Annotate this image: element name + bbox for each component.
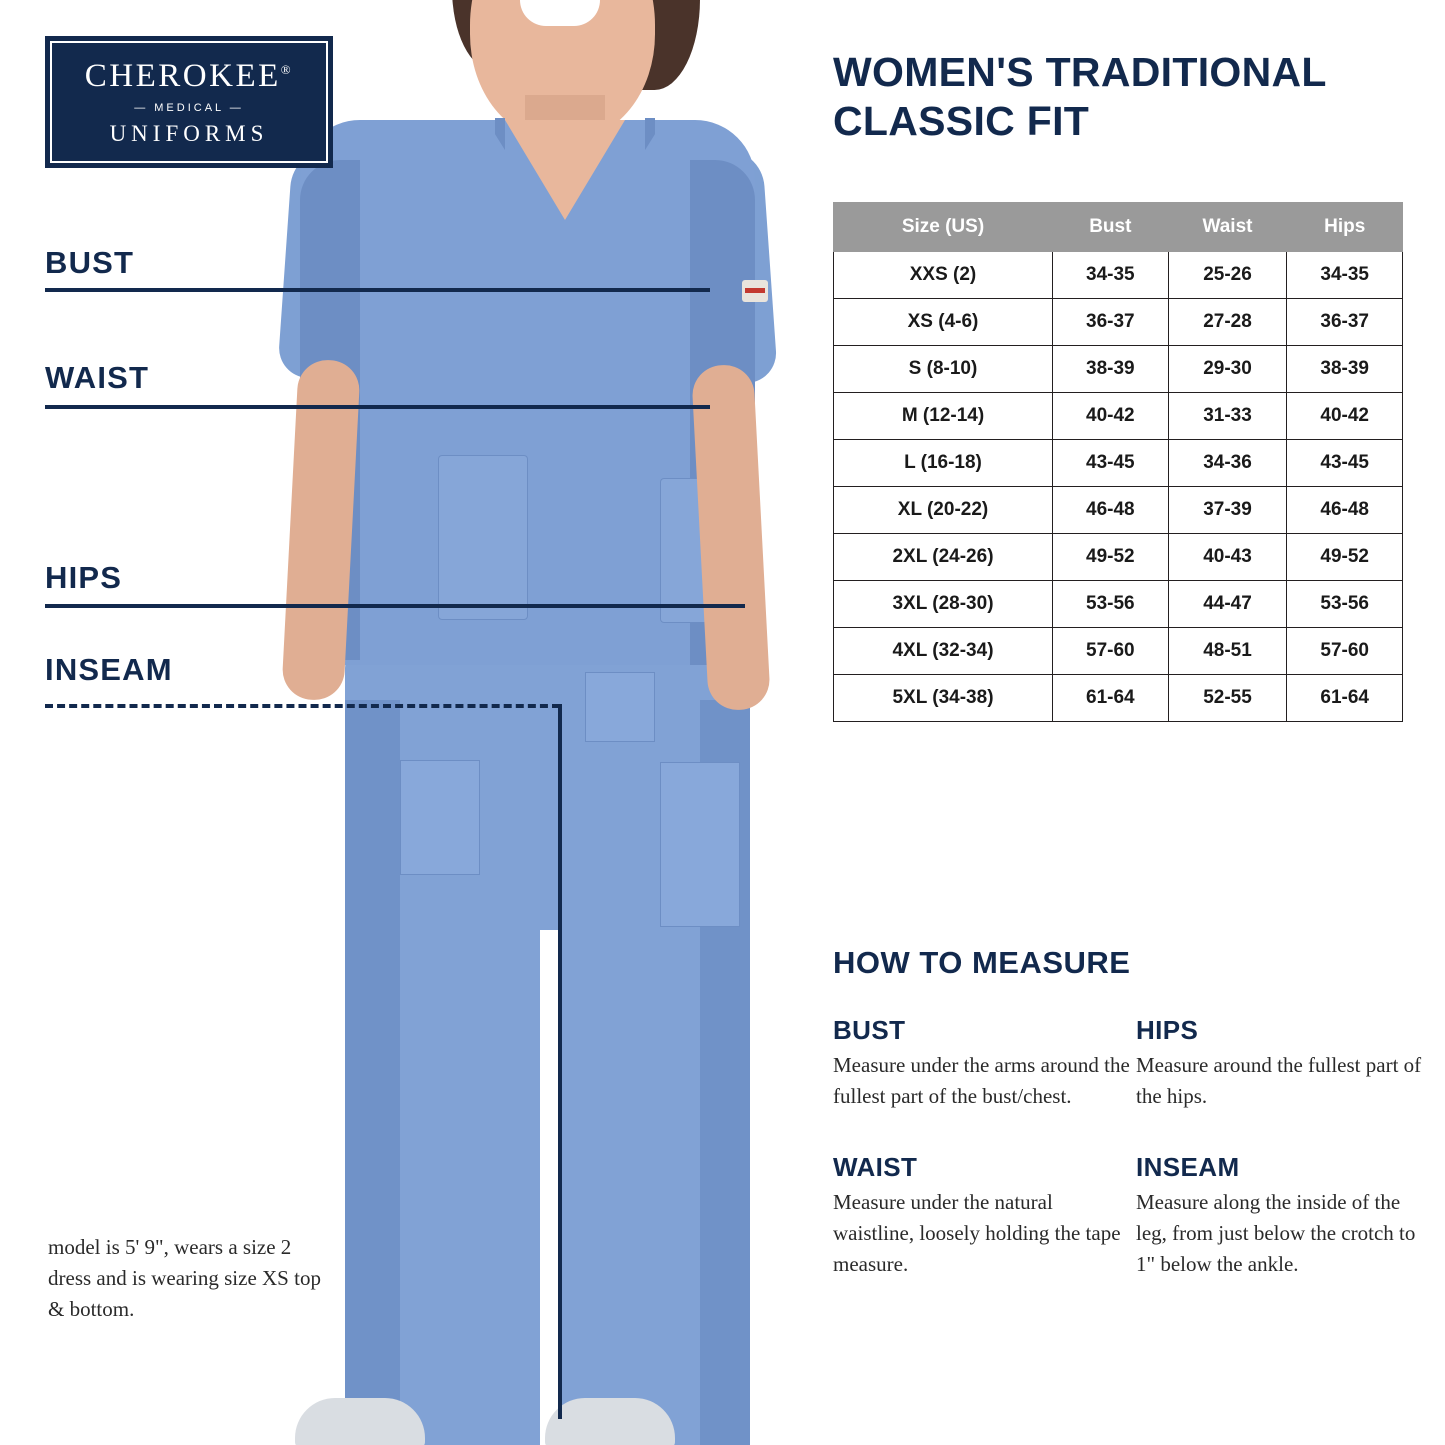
table-row (834, 440, 1403, 487)
cell-waist: 40-43 (1168, 534, 1287, 581)
cell-bust: 57-60 (1053, 628, 1169, 675)
cell-waist: 29-30 (1168, 346, 1287, 393)
cell-bust: 61-64 (1053, 675, 1169, 722)
pants-cargo-pocket-right (660, 762, 740, 927)
table-header-row (834, 203, 1403, 252)
logo-brand-name: CHEROKEE (84, 57, 281, 94)
logo-uniforms-text: UNIFORMS (109, 120, 269, 146)
how-item-waist-text: Measure under the natural waistline, loosely holding the tape measure. (833, 1190, 1121, 1276)
logo-registered-mark: ® (280, 61, 294, 77)
waist-line (45, 405, 710, 409)
table-row (834, 393, 1403, 440)
cell-waist: 44-47 (1168, 581, 1287, 628)
how-to-measure-heading: HOW TO MEASURE (833, 945, 1131, 980)
table-row (834, 487, 1403, 534)
cell-bust: 40-42 (1053, 393, 1169, 440)
hips-label: HIPS (45, 560, 123, 595)
info-panel (825, 0, 1445, 1445)
cell-bust: 38-39 (1053, 346, 1169, 393)
cell-size: XXS (2) (834, 252, 1053, 299)
table-row (834, 675, 1403, 722)
cell-size: 3XL (28-30) (834, 581, 1053, 628)
inseam-vertical-line (558, 704, 562, 1419)
cell-size: L (16-18) (834, 440, 1053, 487)
cell-hips: 53-56 (1287, 581, 1403, 628)
cell-bust: 34-35 (1053, 252, 1169, 299)
column-header-size: Size (US) (834, 203, 1053, 252)
cell-size: XL (20-22) (834, 487, 1053, 534)
cell-hips: 49-52 (1287, 534, 1403, 581)
page-title: WOMEN'S TRADITIONAL CLASSIC FIT (833, 49, 1326, 144)
cell-size: 5XL (34-38) (834, 675, 1053, 722)
how-item-inseam-text: Measure along the inside of the leg, from just below the crotch to 1" below the ankle. (1136, 1190, 1416, 1276)
waist-label: WAIST (45, 360, 150, 395)
size-chart-table (833, 202, 1403, 722)
how-item-hips-label: HIPS (1136, 1015, 1199, 1045)
table-row (834, 346, 1403, 393)
hips-line (45, 604, 745, 608)
cell-hips: 36-37 (1287, 299, 1403, 346)
cell-hips: 61-64 (1287, 675, 1403, 722)
cell-waist: 34-36 (1168, 440, 1287, 487)
cell-waist: 27-28 (1168, 299, 1287, 346)
cell-hips: 34-35 (1287, 252, 1403, 299)
column-header-hips: Hips (1287, 203, 1403, 252)
how-item-hips-text: Measure around the fullest part of the hips. (1136, 1053, 1422, 1108)
inseam-line (45, 704, 560, 708)
cell-size: 2XL (24-26) (834, 534, 1053, 581)
cell-bust: 53-56 (1053, 581, 1169, 628)
cell-size: 4XL (32-34) (834, 628, 1053, 675)
table-row (834, 534, 1403, 581)
cell-bust: 46-48 (1053, 487, 1169, 534)
cell-hips: 43-45 (1287, 440, 1403, 487)
how-item-waist (833, 1152, 1130, 1280)
bust-label: BUST (45, 245, 135, 280)
how-item-bust (833, 1015, 1130, 1112)
column-header-bust: Bust (1053, 203, 1169, 252)
how-item-bust-text: Measure under the arms around the fullest part of the bust/chest. (833, 1053, 1130, 1108)
cell-waist: 37-39 (1168, 487, 1287, 534)
cell-hips: 40-42 (1287, 393, 1403, 440)
table-row (834, 252, 1403, 299)
how-to-measure-grid (833, 1015, 1433, 1280)
shoe-left (295, 1398, 425, 1445)
brand-label-tag (742, 280, 768, 302)
cell-size: S (8-10) (834, 346, 1053, 393)
how-item-inseam-label: INSEAM (1136, 1152, 1240, 1182)
model-note: model is 5' 9", wears a size 2 dress and is wearing size XS top & bottom. (48, 1235, 321, 1321)
cell-waist: 25-26 (1168, 252, 1287, 299)
pants-cargo-pocket-left (400, 760, 480, 875)
cell-size: M (12-14) (834, 393, 1053, 440)
cell-size: XS (4-6) (834, 299, 1053, 346)
cell-waist: 31-33 (1168, 393, 1287, 440)
table-row (834, 299, 1403, 346)
how-item-waist-label: WAIST (833, 1152, 918, 1182)
shoe-right (545, 1398, 675, 1445)
how-item-inseam (1136, 1152, 1433, 1280)
how-item-hips (1136, 1015, 1433, 1112)
cell-hips: 38-39 (1287, 346, 1403, 393)
inseam-label: INSEAM (45, 652, 173, 687)
table-row (834, 581, 1403, 628)
top-pocket-left (438, 455, 528, 620)
cell-waist: 48-51 (1168, 628, 1287, 675)
cell-bust: 49-52 (1053, 534, 1169, 581)
logo-medical-text: — MEDICAL — (134, 101, 244, 114)
table-row (834, 628, 1403, 675)
bust-line (45, 288, 710, 292)
cell-bust: 36-37 (1053, 299, 1169, 346)
cell-hips: 46-48 (1287, 487, 1403, 534)
pants-shade-left (345, 700, 400, 1445)
cell-bust: 43-45 (1053, 440, 1169, 487)
cherokee-logo (45, 36, 333, 168)
pants-back-pocket (585, 672, 655, 742)
cell-hips: 57-60 (1287, 628, 1403, 675)
cell-waist: 52-55 (1168, 675, 1287, 722)
how-item-bust-label: BUST (833, 1015, 906, 1045)
column-header-waist: Waist (1168, 203, 1287, 252)
